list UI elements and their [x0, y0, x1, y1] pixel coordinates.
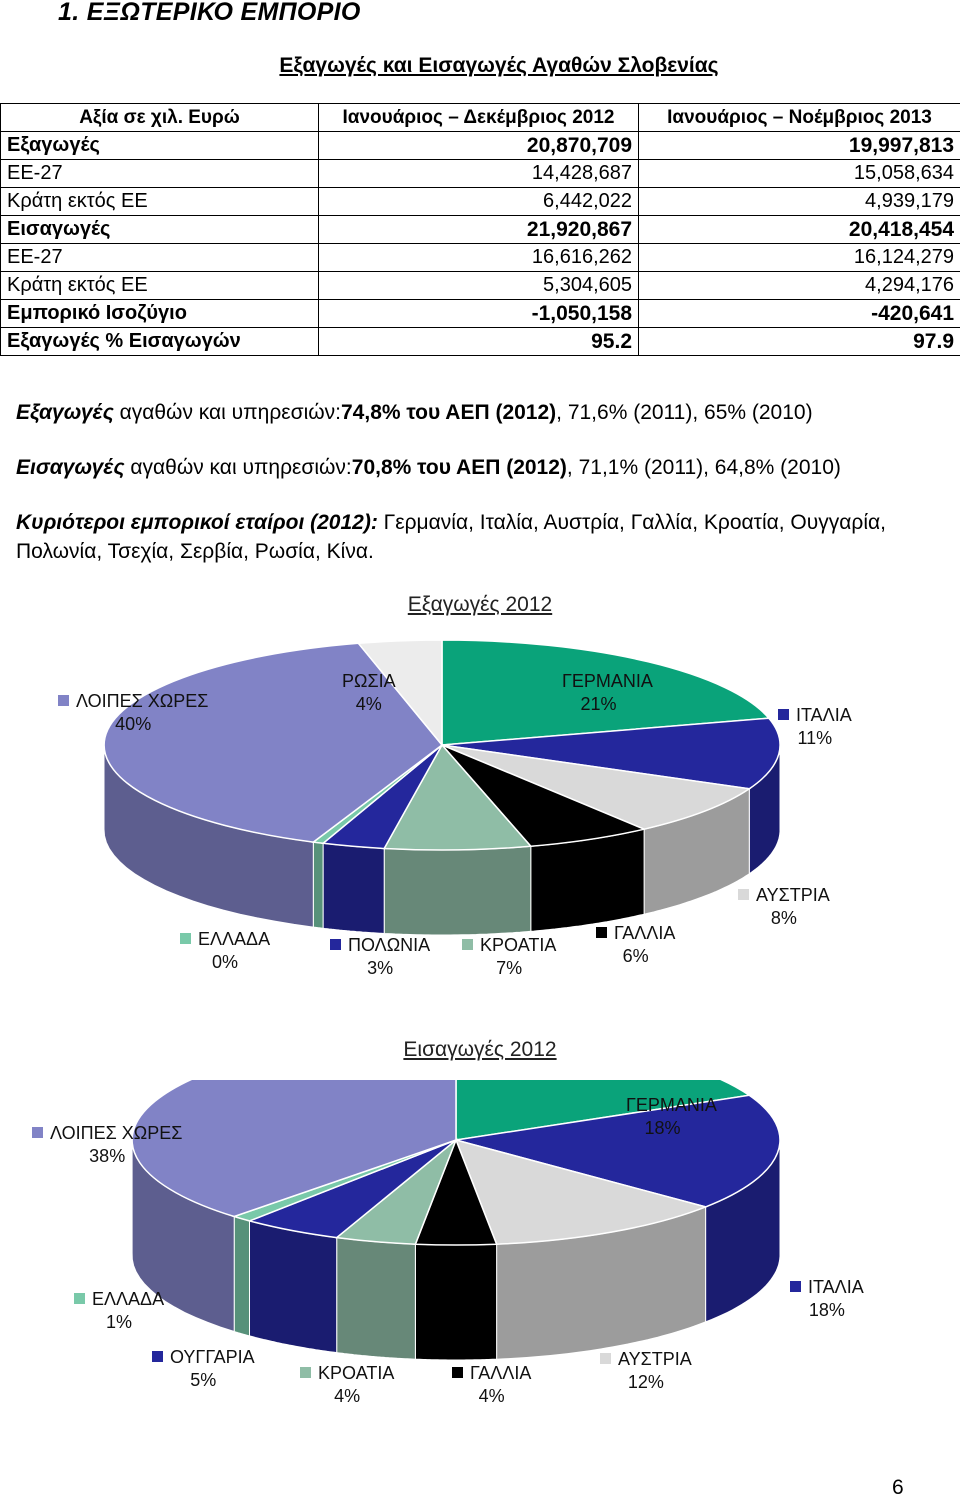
slice-percent: 3% [330, 957, 430, 980]
slice-percent: 7% [462, 957, 556, 980]
slice-name: ΙΤΑΛΙΑ [796, 705, 852, 725]
value-2013: 16,124,279 [639, 244, 960, 272]
legend-swatch [462, 939, 473, 950]
imports-chart-title: Εισαγωγές 2012 [0, 1038, 960, 1062]
imports-lead: Εισαγωγές [16, 456, 125, 479]
row-label: Εξαγωγές [1, 132, 319, 160]
page-number: 6 [892, 1476, 904, 1500]
legend-swatch [330, 939, 341, 950]
slice-label [342, 670, 396, 716]
value-2012: 16,616,262 [319, 244, 639, 272]
table-row [1, 216, 960, 244]
table-title: Εξαγωγές και Εισαγωγές Αγαθών Σλοβενίας [0, 54, 960, 78]
exports-paragraph [16, 398, 946, 427]
slice-name: ΓΑΛΛΙΑ [470, 1363, 531, 1383]
value-2013: -420,641 [639, 300, 960, 328]
value-2012: 21,920,867 [319, 216, 639, 244]
slice-label [330, 934, 430, 980]
slice-label [596, 922, 675, 968]
slice-name: ΡΩΣΙΑ [342, 671, 396, 691]
slice-label [180, 928, 270, 974]
slice-label [738, 884, 830, 930]
slice-label [544, 670, 653, 716]
pie-side-6 [313, 842, 323, 928]
value-2013: 20,418,454 [639, 216, 960, 244]
legend-swatch [180, 933, 191, 944]
slice-name: ΚΡΟΑΤΙΑ [318, 1363, 394, 1383]
slice-percent: 0% [180, 951, 270, 974]
value-2013: 97.9 [639, 328, 960, 356]
table-row [1, 244, 960, 272]
slice-label [600, 1348, 692, 1394]
page-heading: 1. ΕΞΩΤΕΡΙΚΟ ΕΜΠΟΡΙΟ [58, 0, 361, 27]
slice-name: ΑΥΣΤΡΙΑ [756, 885, 830, 905]
pie-side-5 [250, 1221, 337, 1353]
slice-percent: 5% [152, 1369, 255, 1392]
slice-percent: 8% [738, 907, 830, 930]
value-2013: 4,294,176 [639, 272, 960, 300]
exports-bold: 74,8% του ΑΕΠ (2012) [341, 401, 556, 424]
row-label: ΕΕ-27 [1, 244, 319, 272]
legend-swatch [152, 1351, 163, 1362]
legend-swatch [596, 927, 607, 938]
imports-text-end: , 71,1% (2011), 64,8% (2010) [567, 456, 841, 479]
table-header-row [1, 104, 960, 132]
row-label: Εμπορικό Ισοζύγιο [1, 300, 319, 328]
value-2013: 15,058,634 [639, 160, 960, 188]
value-2013: 19,997,813 [639, 132, 960, 160]
row-label: Εισαγωγές [1, 216, 319, 244]
slice-name: ΙΤΑΛΙΑ [808, 1277, 864, 1297]
table-row [1, 132, 960, 160]
legend-swatch [452, 1367, 463, 1378]
legend-swatch [544, 675, 555, 686]
legend-swatch [58, 695, 69, 706]
imports-bold: 70,8% του ΑΕΠ (2012) [352, 456, 567, 479]
imports-text: αγαθών και υπηρεσιών: [125, 456, 352, 479]
slice-name: ΚΡΟΑΤΙΑ [480, 935, 556, 955]
value-2012: -1,050,158 [319, 300, 639, 328]
slice-percent: 40% [58, 713, 208, 736]
legend-swatch [300, 1367, 311, 1378]
legend-swatch [790, 1281, 801, 1292]
slice-percent: 21% [544, 693, 653, 716]
slice-percent: 38% [32, 1145, 182, 1168]
slice-percent: 18% [608, 1117, 717, 1140]
slice-label [790, 1276, 864, 1322]
slice-label [32, 1122, 182, 1168]
trade-table [0, 103, 960, 356]
slice-name: ΓΕΡΜΑΝΙΑ [626, 1095, 717, 1115]
exports-text: αγαθών και υπηρεσιών: [114, 401, 341, 424]
legend-swatch [608, 1099, 619, 1110]
slice-label [608, 1094, 717, 1140]
slice-percent: 1% [74, 1311, 164, 1334]
value-2012: 20,870,709 [319, 132, 639, 160]
pie-side-4 [384, 846, 531, 935]
exports-lead: Εξαγωγές [16, 401, 114, 424]
slice-name: ΛΟΙΠΕΣ ΧΩΡΕΣ [76, 691, 208, 711]
slice-percent: 4% [300, 1385, 394, 1408]
pie-side-5 [323, 843, 384, 933]
exports-chart-title: Εξαγωγές 2012 [0, 593, 960, 617]
slice-name: ΓΕΡΜΑΝΙΑ [562, 671, 653, 691]
pie-side-3 [415, 1244, 496, 1360]
slice-name: ΕΛΛΑΔΑ [92, 1289, 164, 1309]
table-row [1, 300, 960, 328]
legend-swatch [778, 709, 789, 720]
slice-percent: 11% [778, 727, 852, 750]
imports-paragraph [16, 453, 946, 482]
partners-paragraph [16, 508, 946, 566]
slice-percent: 6% [596, 945, 675, 968]
row-label: Κράτη εκτός ΕΕ [1, 272, 319, 300]
legend-swatch [74, 1293, 85, 1304]
legend-swatch [32, 1127, 43, 1138]
table-row [1, 328, 960, 356]
slice-name: ΠΟΛΩΝΙΑ [348, 935, 430, 955]
table-row [1, 160, 960, 188]
legend-swatch [600, 1353, 611, 1364]
slice-percent: 4% [452, 1385, 531, 1408]
value-2013: 4,939,179 [639, 188, 960, 216]
slice-label [778, 704, 852, 750]
slice-percent: 18% [790, 1299, 864, 1322]
row-label: Κράτη εκτός ΕΕ [1, 188, 319, 216]
slice-label [452, 1362, 531, 1408]
pie-side-4 [337, 1238, 416, 1360]
slice-label [74, 1288, 164, 1334]
slice-name: ΑΥΣΤΡΙΑ [618, 1349, 692, 1369]
slice-name: ΛΟΙΠΕΣ ΧΩΡΕΣ [50, 1123, 182, 1143]
slice-label [58, 690, 208, 736]
slice-label [152, 1346, 255, 1392]
table-row [1, 188, 960, 216]
legend-swatch [738, 889, 749, 900]
slice-name: ΕΛΛΑΔΑ [198, 929, 270, 949]
row-label: ΕΕ-27 [1, 160, 319, 188]
slice-percent: 12% [600, 1371, 692, 1394]
value-2012: 5,304,605 [319, 272, 639, 300]
value-2012: 6,442,022 [319, 188, 639, 216]
header-cell: Ιανουάριος – Νοέμβριος 2013 [639, 104, 960, 132]
slice-label [462, 934, 556, 980]
value-2012: 95.2 [319, 328, 639, 356]
header-cell: Ιανουάριος – Δεκέμβριος 2012 [319, 104, 639, 132]
value-2012: 14,428,687 [319, 160, 639, 188]
slice-percent: 4% [342, 693, 396, 716]
slice-label [300, 1362, 394, 1408]
row-label: Εξαγωγές % Εισαγωγών [1, 328, 319, 356]
exports-text-end: , 71,6% (2011), 65% (2010) [556, 401, 812, 424]
partners-lead: Κυριότεροι εμπορικοί εταίροι (2012): [16, 511, 378, 534]
slice-name: ΓΑΛΛΙΑ [614, 923, 675, 943]
slice-name: ΟΥΓΓΑΡΙΑ [170, 1347, 255, 1367]
partners-text: Γερμανία, Ιταλία, Αυστρία, Γαλλία, Κροατία, Ουγγαρία, Πολωνία, Τσεχία, Σερβία, Ρωσία, Κίνα. [16, 511, 886, 563]
header-cell: Αξία σε χιλ. Ευρώ [1, 104, 319, 132]
pie-side-6 [234, 1217, 249, 1336]
table-row [1, 272, 960, 300]
